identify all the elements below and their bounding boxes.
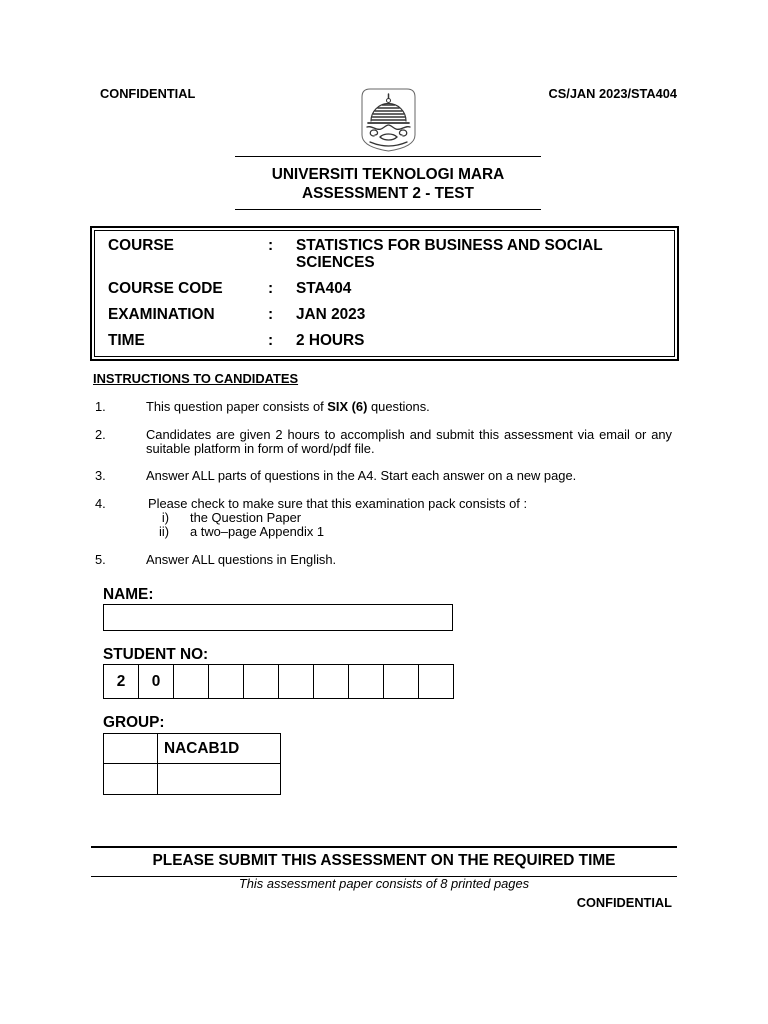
instruction-text xyxy=(146,400,672,414)
group-cell xyxy=(104,763,157,794)
subitem-number: i) xyxy=(161,509,169,525)
course-info-row xyxy=(108,332,648,349)
course-info-row xyxy=(108,280,648,297)
instruction-item xyxy=(95,469,672,483)
assessment-title: ASSESSMENT 2 - TEST xyxy=(302,185,474,202)
student-no-cell: 2 xyxy=(116,672,126,690)
course-info-label: EXAMINATION xyxy=(108,306,215,323)
student-no-cell xyxy=(208,665,243,698)
university-crest-icon xyxy=(360,87,417,153)
subitem-text: a two–page Appendix 1 xyxy=(190,524,325,539)
subitem-number: ii) xyxy=(158,524,169,539)
instruction-item xyxy=(95,497,672,540)
course-info-value: JAN 2023 xyxy=(296,306,366,323)
instruction-item xyxy=(95,428,672,456)
instruction-number: 4. xyxy=(95,495,106,511)
course-info-separator: : xyxy=(268,237,274,254)
instruction-text: Answer ALL questions in English. xyxy=(146,552,337,567)
name-label: NAME: xyxy=(103,586,154,603)
instruction-text: Answer ALL parts of questions in the A4. Start each answer on a new page. xyxy=(146,468,577,483)
instruction-item xyxy=(95,553,672,567)
instruction-text-block xyxy=(146,497,672,540)
university-name: UNIVERSITI TEKNOLOGI MARA xyxy=(271,166,505,183)
course-info-value: 2 HOURS xyxy=(296,332,365,349)
student-no-cell: 0 xyxy=(138,665,173,698)
student-no-label: STUDENT NO: xyxy=(103,646,209,663)
footer-rule-top xyxy=(91,846,677,848)
student-no-cell xyxy=(418,665,453,698)
name-box xyxy=(103,604,453,631)
instruction-bold-text: SIX (6) xyxy=(327,399,368,414)
instruction-text: Please check to make sure that this examination pack consists of : xyxy=(148,495,528,511)
course-info-row xyxy=(108,306,648,323)
course-info-row xyxy=(108,237,648,271)
instruction-item xyxy=(95,400,672,414)
subitem-text: the Question Paper xyxy=(190,509,302,525)
university-crest-graphic xyxy=(360,87,417,153)
group-label: GROUP: xyxy=(103,714,165,731)
instruction-number: 1. xyxy=(95,399,106,414)
crest-keris xyxy=(367,125,410,146)
course-info-value: STATISTICS FOR BUSINESS AND SOCIAL SCIENCES xyxy=(296,237,603,271)
student-no-cell xyxy=(243,665,278,698)
instruction-number: 5. xyxy=(95,552,106,567)
submit-notice: PLEASE SUBMIT THIS ASSESSMENT ON THE REQUIRED TIME xyxy=(152,852,616,869)
course-info-separator: : xyxy=(268,332,274,349)
instruction-number: 3. xyxy=(95,468,106,483)
instructions-list xyxy=(95,400,672,581)
course-info-separator: : xyxy=(268,280,274,297)
student-no-cell xyxy=(348,665,383,698)
course-info-label: COURSE CODE xyxy=(108,280,223,297)
confidential-label-top: CONFIDENTIAL xyxy=(100,86,196,101)
course-info-rows xyxy=(108,237,648,358)
instructions-heading: INSTRUCTIONS TO CANDIDATES xyxy=(93,371,299,386)
course-info-box xyxy=(90,226,679,361)
course-info-value: STA404 xyxy=(296,280,352,297)
group-table xyxy=(103,733,281,795)
instruction-text-part: questions. xyxy=(367,399,430,414)
instruction-subitem xyxy=(148,525,672,540)
group-cell xyxy=(157,763,280,794)
crest-dome xyxy=(368,94,409,123)
student-no-cell xyxy=(173,665,208,698)
title-rule-bottom xyxy=(235,209,541,210)
paper-reference-code: CS/JAN 2023/STA404 xyxy=(548,86,677,101)
student-no-cell xyxy=(313,665,348,698)
course-info-separator: : xyxy=(268,306,274,323)
instruction-text-part: This question paper consists of xyxy=(146,399,328,414)
instruction-text: Candidates are given 2 hours to accomplish and submit this assessment via email or any suitable platform in form of word/pdf file. xyxy=(146,426,672,456)
group-cell xyxy=(104,734,157,763)
page-count-note: This assessment paper consists of 8 printed pages xyxy=(238,876,530,891)
group-cell: NACAB1D xyxy=(157,734,280,763)
course-info-label: TIME xyxy=(108,332,145,349)
student-no-grid xyxy=(103,664,454,699)
course-info-label: COURSE xyxy=(108,237,174,254)
student-no-cell xyxy=(278,665,313,698)
confidential-label-bottom: CONFIDENTIAL xyxy=(576,895,672,910)
title-rule-top xyxy=(235,156,541,157)
instruction-subitem xyxy=(148,511,672,526)
instruction-number: 2. xyxy=(95,426,106,442)
student-no-cell xyxy=(383,665,418,698)
